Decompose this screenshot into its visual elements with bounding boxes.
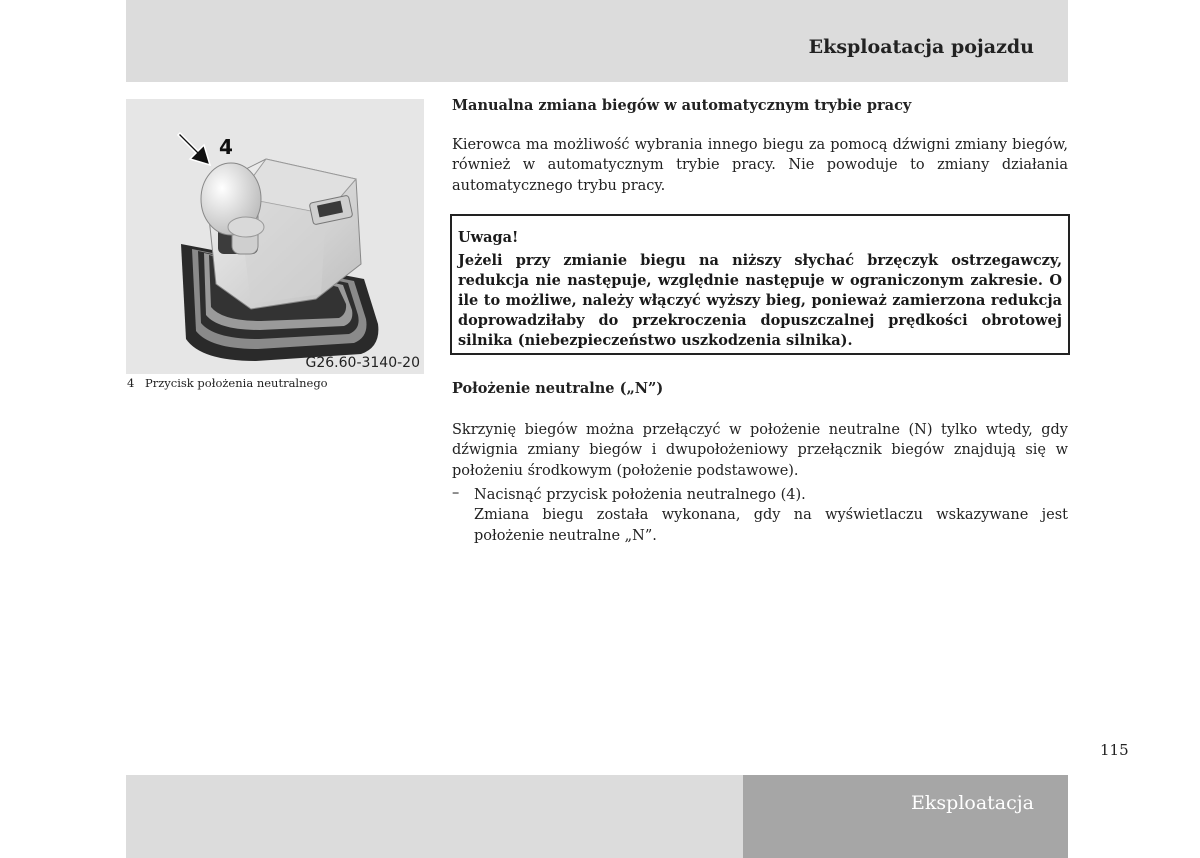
gear-lever-illustration: [126, 99, 424, 374]
figure-caption: [127, 376, 328, 390]
caption-number: 4: [127, 376, 135, 390]
notice-text: Jeżeli przy zmianie biegu na niższy słychać brzęczyk ostrzegawczy, redukcja nie następuje, względnie następuje w ograniczonym zakresie. O ile to możliwe, należy włączyć wyższy bieg, ponieważ zamierzona redukcja doprowadziłaby do przekroczenia dopuszczalnej prędkości obrotowej silnika (niebezpieczeństwo uszkodzenia silnika).: [458, 252, 1062, 349]
header-band: [126, 0, 1068, 82]
list-item-line1: Nacisnąć przycisk położenia neutralnego (4).: [474, 487, 806, 503]
list-dash: –: [452, 485, 460, 501]
page-header-title: Eksploatacja pojazdu: [808, 36, 1034, 58]
notice-title: Uwaga!: [458, 229, 519, 246]
footer-band: [126, 775, 743, 858]
gear-lever-drawing: [126, 99, 424, 374]
figure-code: G26.60-3140-20: [305, 355, 420, 371]
callout-arrow-icon: [178, 133, 210, 165]
section-heading-neutral: Położenie neutralne („N”): [452, 380, 664, 397]
list-item-body: [474, 485, 1068, 546]
paragraph-manual-shift: Kierowca ma możliwość wybrania innego biegu za pomocą dźwigni zmiany biegów, również w automatycznym trybie pracy. Nie powoduje to zmiany działania automatycznego trybu pracy.: [452, 137, 1068, 194]
caption-text: Przycisk położenia neutralnego: [145, 376, 328, 390]
section-heading-manual-shift: Manualna zmiana biegów w automatycznym trybie pracy: [452, 97, 912, 114]
footer-tab: [743, 775, 1068, 858]
paragraph-neutral: Skrzynię biegów można przełączyć w położenie neutralne (N) tylko wtedy, gdy dźwignia zmiany biegów i dwupołożeniowy przełącznik biegów znajdują się w położeniu środkowym (położenie podstawowe).: [452, 422, 1068, 479]
warning-notice-box: [450, 214, 1070, 355]
page-number: 115: [1100, 741, 1129, 759]
callout-number: 4: [219, 135, 233, 159]
list-item-line2: Zmiana biegu została wykonana, gdy na wyświetlaczu wskazywane jest położenie neutralne „N”.: [474, 507, 1068, 544]
footer-chapter-label: Eksploatacja: [911, 792, 1034, 814]
